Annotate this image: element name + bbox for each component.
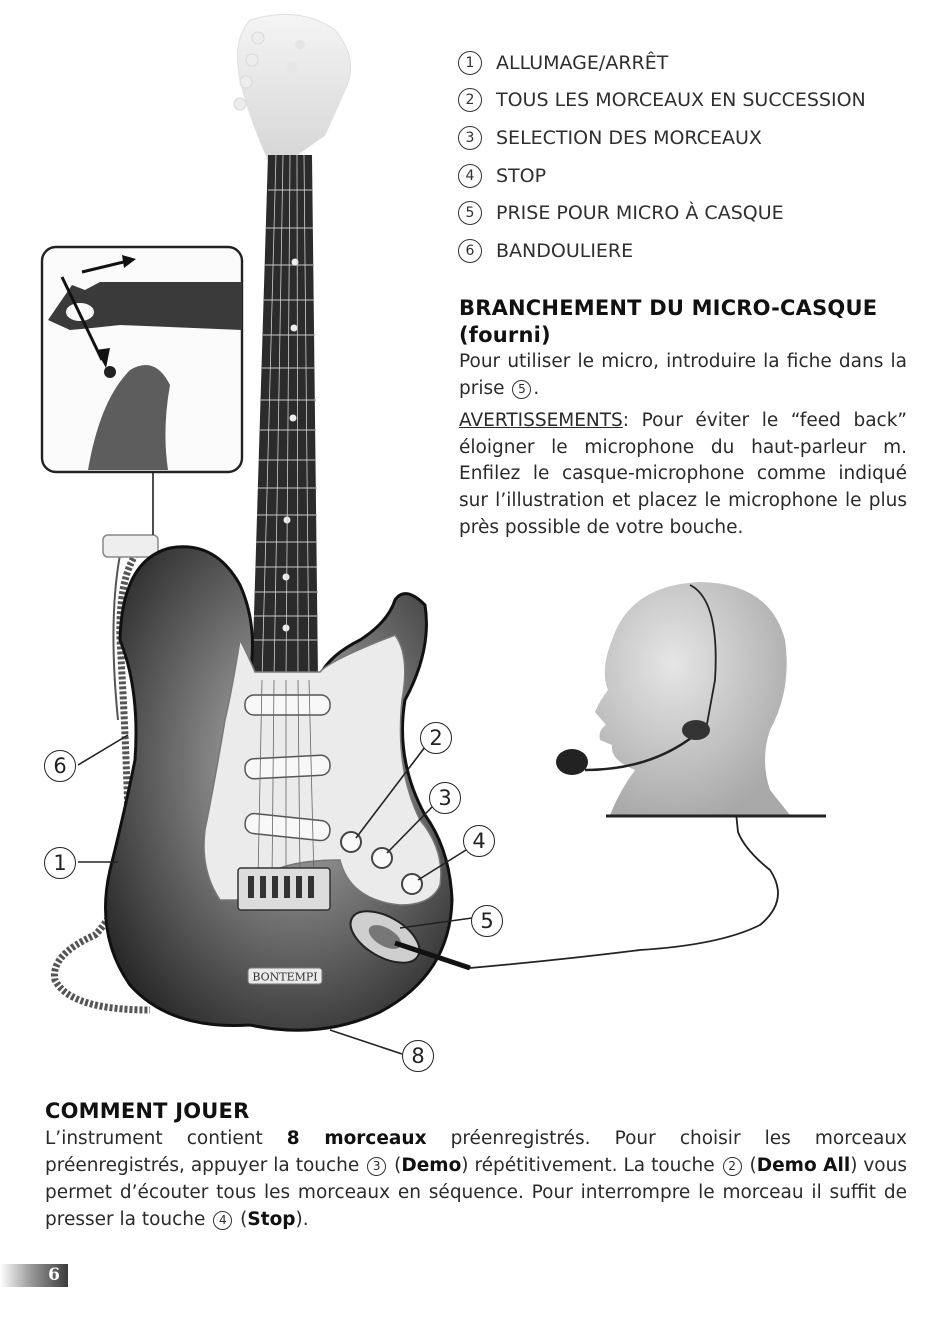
- play-text-part: (: [743, 1155, 757, 1176]
- micro-warning: [459, 408, 907, 541]
- legend-item: [458, 44, 928, 82]
- play-bold: 8 morceaux: [286, 1128, 427, 1149]
- play-bold: Demo All: [756, 1155, 851, 1176]
- legend-label: SELECTION DES MORCEAUX: [496, 126, 762, 149]
- play-text-part: ).: [295, 1209, 309, 1230]
- micro-instructions-text: Pour utiliser le micro, introduire la fiche dans la prise: [459, 351, 907, 399]
- legend-label: STOP: [496, 164, 547, 187]
- play-text: [45, 1125, 907, 1233]
- play-bold: Stop: [247, 1209, 296, 1230]
- micro-title-line2: (fourni): [459, 323, 551, 347]
- callout-5: 5: [471, 905, 503, 937]
- play-text-part: L’instrument contient: [45, 1128, 287, 1149]
- legend-number: 5: [458, 201, 482, 225]
- neck: [252, 155, 318, 680]
- play-text-part: (: [234, 1209, 248, 1230]
- mannequin-head: [556, 582, 826, 816]
- legend-number: 4: [458, 164, 482, 188]
- parts-legend: [458, 44, 928, 270]
- micro-instructions: [459, 349, 907, 402]
- legend-number: 6: [458, 239, 482, 263]
- legend-label: PRISE POUR MICRO À CASQUE: [496, 202, 784, 225]
- legend-number: 2: [458, 88, 482, 112]
- ref-number: 3: [367, 1157, 386, 1176]
- headstock: [234, 14, 351, 160]
- play-text-part: ) répétitivement. La touche: [461, 1155, 721, 1176]
- legend-item: [458, 157, 928, 195]
- legend-item: [458, 119, 928, 157]
- play-title: COMMENT JOUER: [45, 1099, 250, 1123]
- legend-label: TOUS LES MORCEAUX EN SUCCESSION: [496, 89, 866, 112]
- page-number-tab: [0, 1264, 68, 1287]
- page-number: 6: [48, 1265, 60, 1285]
- legend-item: [458, 82, 928, 120]
- callout-6: 6: [44, 750, 76, 782]
- strap-inset: [42, 247, 242, 535]
- callout-4: 4: [463, 825, 495, 857]
- play-bold: Demo: [401, 1155, 462, 1176]
- micro-title: [459, 295, 907, 349]
- micro-instructions-end: .: [533, 377, 540, 399]
- micro-title-line1: BRANCHEMENT DU MICRO-CASQUE: [459, 296, 878, 320]
- micro-section: [459, 295, 907, 541]
- ref-number: 5: [512, 380, 531, 399]
- play-section: [45, 1097, 907, 1233]
- ref-number: 4: [213, 1211, 232, 1230]
- legend-item: [458, 232, 928, 270]
- warning-label: AVERTISSEMENTS: [459, 410, 623, 432]
- brand-logo: BONTEMPI: [252, 970, 318, 984]
- legend-number: 1: [458, 51, 482, 75]
- legend-item: [458, 194, 928, 232]
- play-text-part: préenregistrés. Pour choisir les morceaux préenregistrés, appuyer la touche: [45, 1128, 907, 1176]
- legend-label: ALLUMAGE/ARRÊT: [496, 51, 669, 74]
- legend-number: 3: [458, 126, 482, 150]
- play-text-part: ) vous permet d’écouter tous les morceaux en séquence. Pour interrompre le morceau il suffit de presser la touche: [45, 1155, 907, 1230]
- callout-3: 3: [429, 782, 461, 814]
- ref-number: 2: [723, 1157, 742, 1176]
- callout-8: 8: [402, 1040, 434, 1072]
- callout-2: 2: [420, 722, 452, 754]
- warning-text: : Pour éviter le “feed back” éloigner le microphone du haut-parleur m. Enfilez le casque-microphone comme indiqué sur l’illustration et placez le microphone le plus près possible de votre bouche.: [459, 410, 907, 538]
- callout-1: 1: [44, 847, 76, 879]
- legend-label: BANDOULIERE: [496, 239, 634, 262]
- play-text-part: (: [388, 1155, 402, 1176]
